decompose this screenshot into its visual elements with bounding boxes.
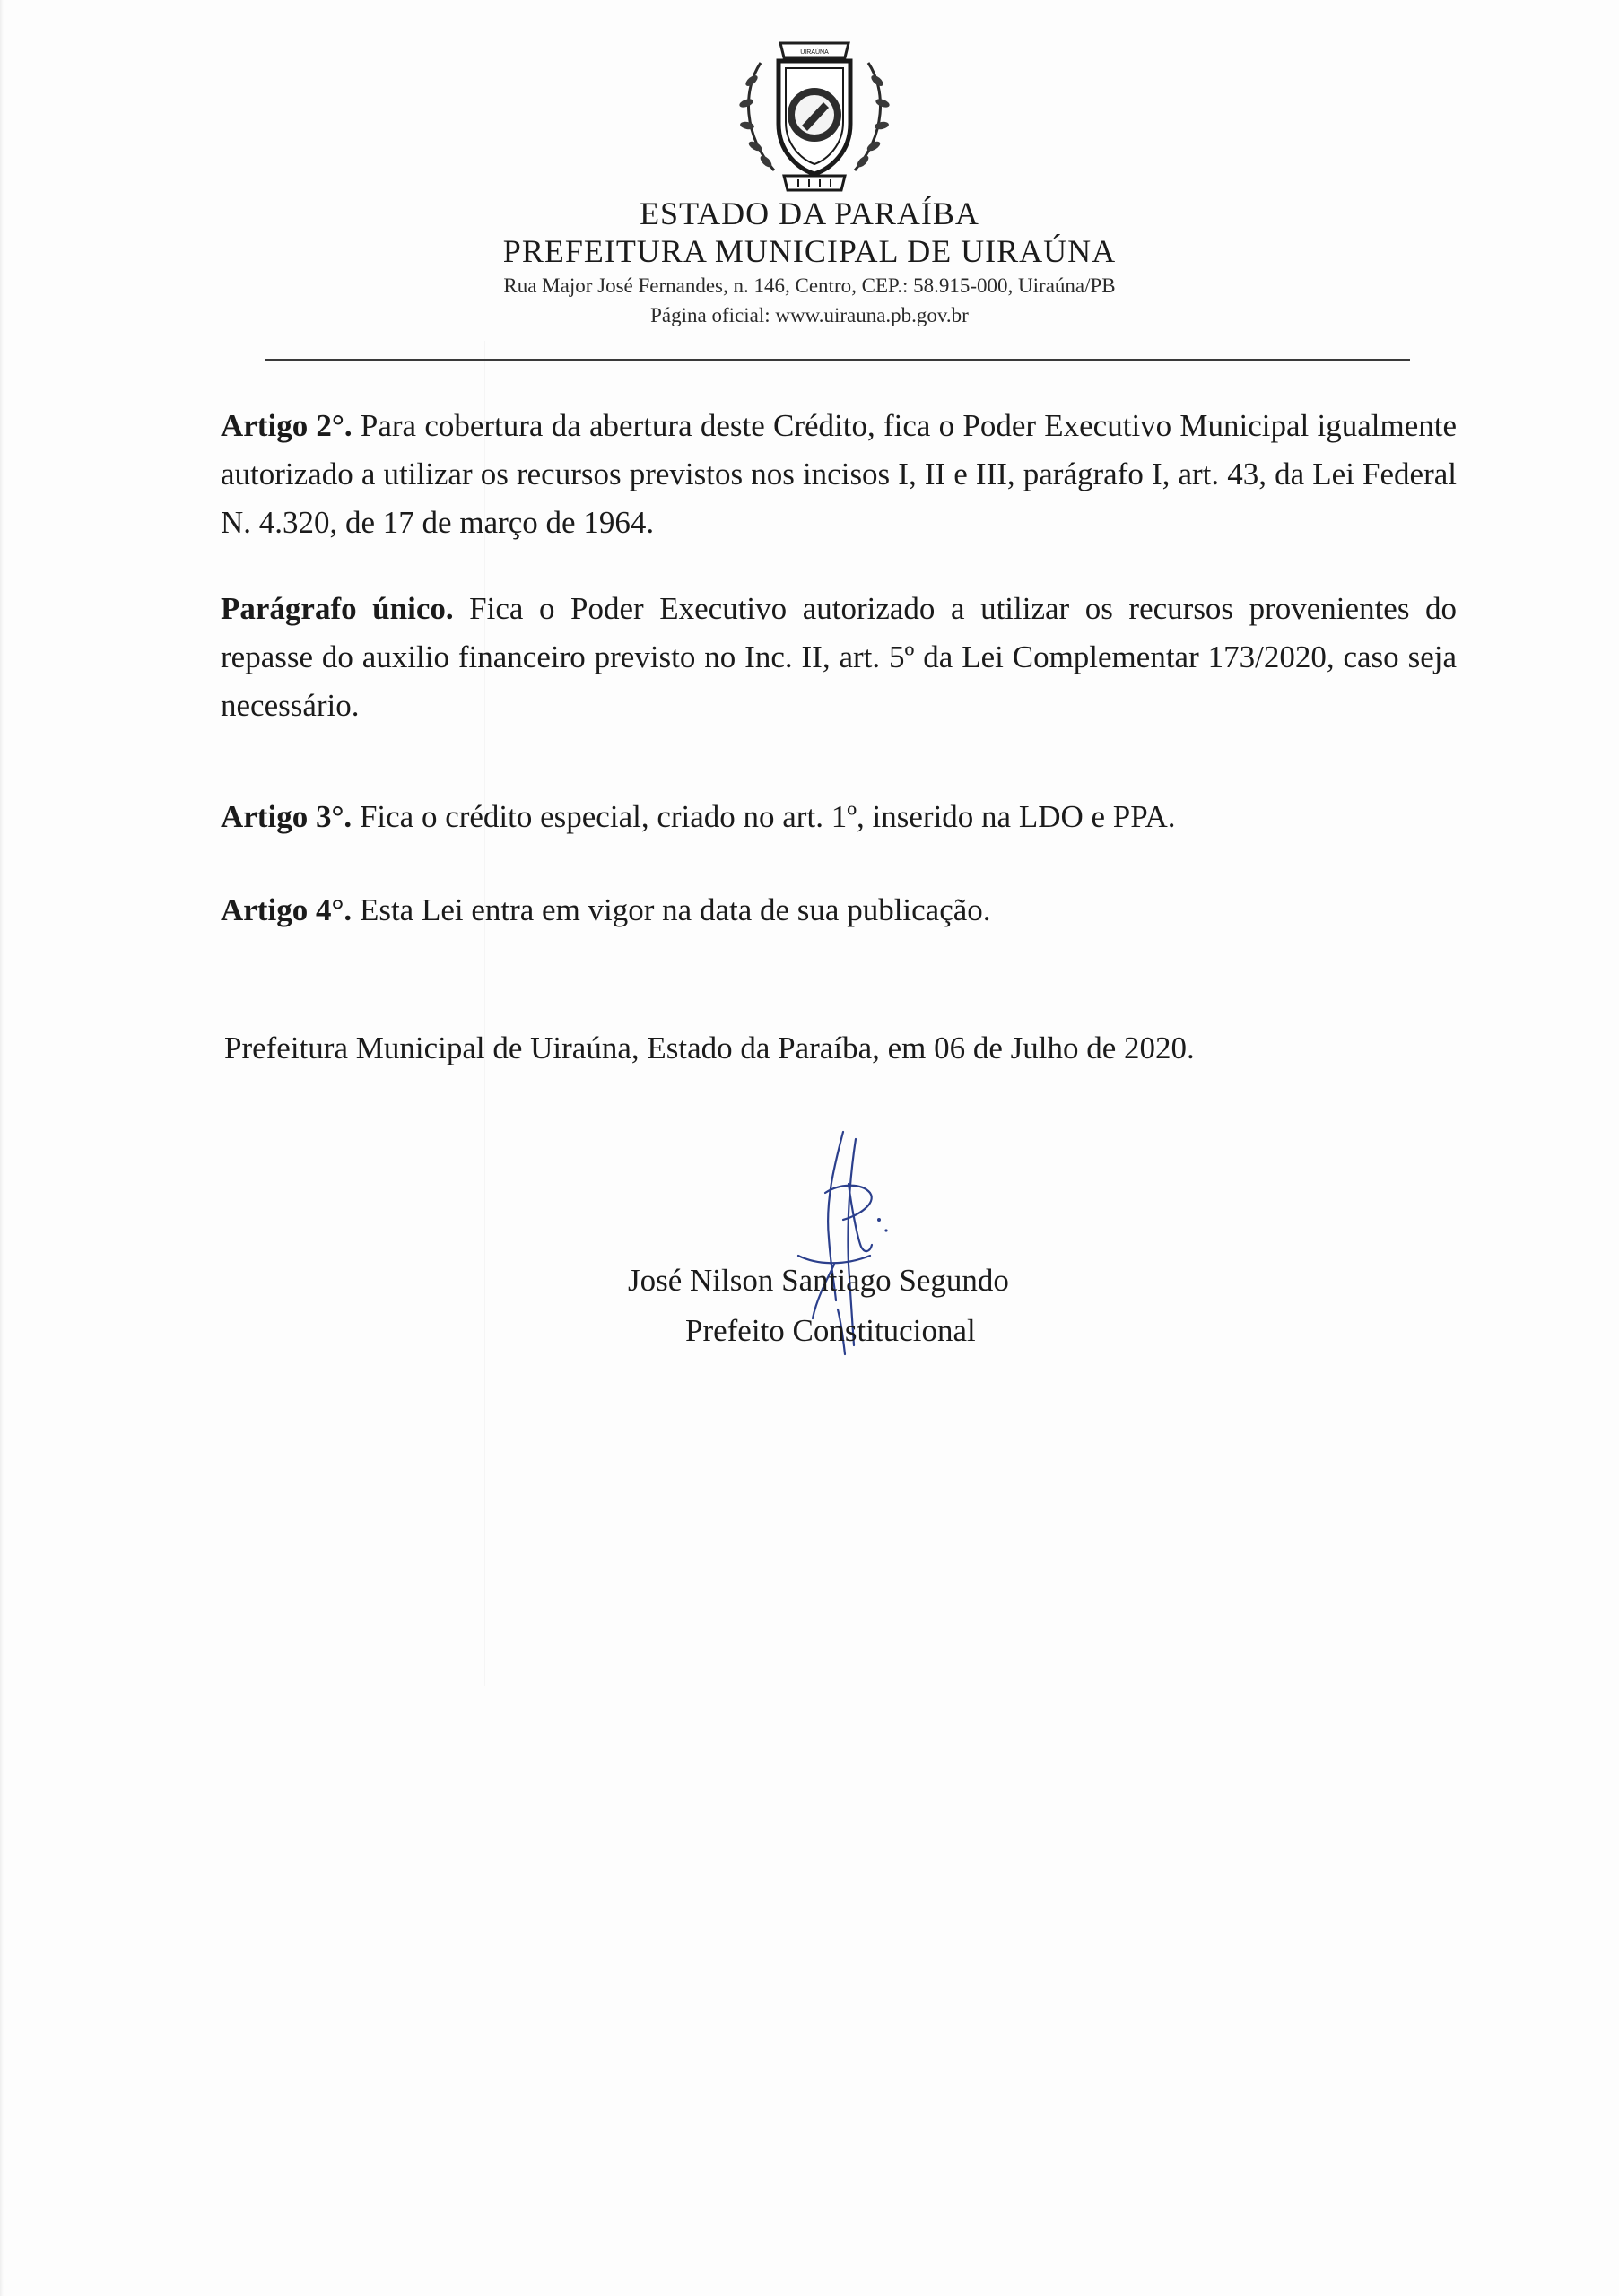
article-2-text: Para cobertura da abertura deste Crédito, fica o Poder Executivo Municipal igualmente autorizado a utilizar os recursos previstos nos incisos I, II e III, parágrafo I, art. 43, da Lei Federal N. 4.320, de 17 de março de 1964.	[221, 408, 1457, 540]
municipal-crest-icon	[725, 27, 904, 197]
article-3	[221, 793, 1457, 841]
article-3-text: Fica o crédito especial, criado no art. 1º, inserido na LDO e PPA.	[359, 799, 1176, 834]
closing-date-line: Prefeitura Municipal de Uiraúna, Estado da Paraíba, em 06 de Julho de 2020.	[224, 1031, 1195, 1065]
signer-name: José Nilson Santiago Segundo	[628, 1263, 1009, 1298]
article-4	[221, 886, 1457, 935]
paragrafo-unico-text: Fica o Poder Executivo autorizado a utilizar os recursos provenientes do repasse do auxilio financeiro previsto no Inc. II, art. 5º da Lei Complementar 173/2020, caso seja necessário.	[221, 591, 1458, 723]
paragrafo-unico-lead: Parágrafo único.	[221, 591, 454, 626]
article-2	[221, 402, 1457, 547]
website-line: Página oficial: www.uirauna.pb.gov.br	[650, 304, 969, 326]
article-4-lead: Artigo 4°.	[221, 892, 353, 927]
article-4-text: Esta Lei entra em vigor na data de sua publicação.	[359, 892, 991, 927]
address-line: Rua Major José Fernandes, n. 146, Centro, CEP.: 58.915-000, Uiraúna/PB	[503, 274, 1116, 297]
paragrafo-unico	[221, 585, 1457, 730]
scan-edge-shadow	[0, 0, 4, 2296]
signer-title: Prefeito Constitucional	[685, 1313, 976, 1348]
crest-lettering: UIRAÚNA	[800, 49, 829, 56]
prefeitura-name: PREFEITURA MUNICIPAL DE UIRAÚNA	[502, 233, 1117, 269]
state-name: ESTADO DA PARAÍBA	[640, 196, 979, 231]
article-2-lead: Artigo 2°.	[221, 408, 353, 443]
header-divider	[265, 359, 1410, 361]
article-3-lead: Artigo 3°.	[221, 799, 353, 834]
